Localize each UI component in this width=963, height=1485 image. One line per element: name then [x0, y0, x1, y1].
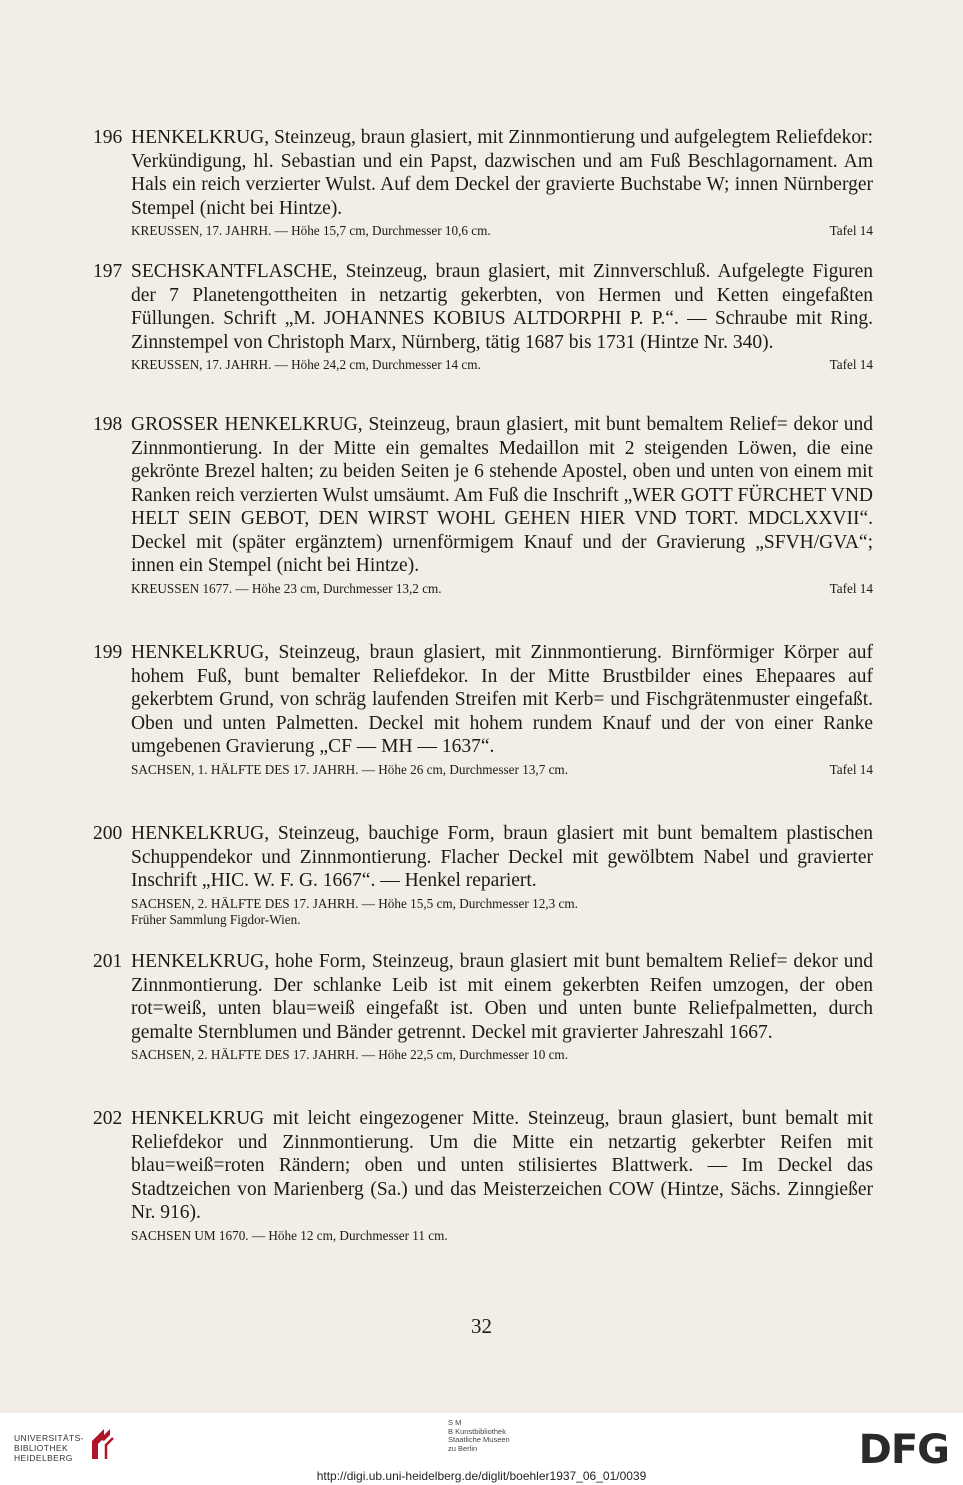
catalog-entry-199 [93, 641, 873, 778]
entry-description: HENKELKRUG, Steinzeug, braun glasiert, mit Zinnmontierung. Birnförmiger Körper auf hohem Fuß, bunt bemalter Reliefdekor. In der Mitte Brustbilder eines Ehepaares auf gekerbtem Grund, von schräg laufenden Streifen mit Kerb= und Fischgrätenmuster eingefaßt. Oben und unten Palmetten. Deckel mit hohem rundem Knauf und der von einer Ranke umgebenen Gravierung „CF — MH — 1637“. [131, 642, 873, 757]
entry-number: 198 [93, 414, 123, 435]
catalog-entry-197 [93, 260, 873, 373]
dfg-logo[interactable]: DFG [858, 1427, 949, 1473]
entry-number: 200 [93, 823, 123, 844]
catalog-entry-196 [93, 126, 873, 239]
library-name[interactable]: UNIVERSITÄTS- BIBLIOTHEK HEIDELBERG [14, 1433, 84, 1463]
entry-note: Früher Sammlung Figdor-Wien. [131, 911, 301, 927]
entry-meta [131, 580, 873, 597]
entry-number: 196 [93, 127, 123, 148]
entry-provenance: SACHSEN, 2. HÄLFTE DES 17. JAHRH. — Höhe 15,5 cm, Durchmesser 12,3 cm. [131, 895, 578, 911]
entry-description: HENKELKRUG mit leicht eingezogener Mitte. Steinzeug, braun glasiert, bunt bemalt mit Reliefdekor und Zinnmontierung. Um die Mitte ein netzartig gekerbter Reifen mit blau=weiß=roten Rändern; oben und unten stilisiertes Blattwerk. — Im Deckel das Stadtzeichen von Marienberg (Sa.) und das Meisterzeichen COW (Hintze, Sächs. Zinngießer Nr. 916). [131, 1108, 873, 1223]
entry-number: 199 [93, 642, 123, 663]
entry-description: SECHSKANTFLASCHE, Steinzeug, braun glasiert, mit Zinnverschluß. Aufgelegte Figuren der 7 Planetengottheiten in netzartig gekerbten, von Hermen und Ketten eingefaßten Füllungen. Schrift „M. JOHANNES KOBIUS ALTDORPHI P. P.“. — Schraube mit Ring. Zinnstempel von Christoph Marx, Nürnberg, tätig 1687 bis 1731 (Hintze Nr. 340). [131, 261, 873, 353]
page-number: 32 [471, 1314, 492, 1338]
entry-description: HENKELKRUG, Steinzeug, bauchige Form, braun glasiert mit bunt bemaltem plastischen Schuppendekor und Zinnmontierung. Flacher Deckel mit gewölbtem Nabel und gravierter Inschrift „HIC. W. F. G. 1667“. — Henkel repariert. [131, 823, 873, 891]
catalog-entry-200 [93, 822, 873, 928]
entry-plate: Tafel 14 [829, 223, 873, 238]
entry-meta [131, 356, 873, 373]
entry-plate: Tafel 14 [829, 580, 873, 596]
entry-meta [131, 222, 873, 239]
entry-provenance: KREUSSEN, 17. JAHRH. — Höhe 15,7 cm, Durchmesser 10,6 cm. [131, 223, 491, 238]
entry-provenance: KREUSSEN 1677. — Höhe 23 cm, Durchmesser 13,2 cm. [131, 580, 442, 596]
entry-meta [131, 761, 873, 778]
entry-provenance: KREUSSEN, 17. JAHRH. — Höhe 24,2 cm, Durchmesser 14 cm. [131, 357, 481, 372]
entry-plate: Tafel 14 [829, 761, 873, 777]
entry-meta [131, 895, 873, 912]
entry-provenance: SACHSEN, 2. HÄLFTE DES 17. JAHRH. — Höhe 22,5 cm, Durchmesser 10 cm. [131, 1047, 568, 1062]
entry-number: 197 [93, 261, 123, 282]
source-url-link[interactable]: http://digi.ub.uni-heidelberg.de/diglit/boehler1937_06_01/0039 [316, 1469, 647, 1483]
entry-provenance: SACHSEN UM 1670. — Höhe 12 cm, Durchmesser 11 cm. [131, 1227, 448, 1243]
catalog-entry-198 [93, 413, 873, 597]
museum-label[interactable]: S M B Kunstbibliothek Staatliche Museen zu Berlin [448, 1418, 510, 1453]
viewer-footer [0, 1413, 963, 1485]
entry-meta [131, 1227, 873, 1244]
entry-description: GROSSER HENKELKRUG, Steinzeug, braun glasiert, mit bunt bemaltem Relief= dekor und Zinnmontierung. In der Mitte ein gemaltes Medaillon mit 2 steigenden Löwen, die eine gekrönte Brezel halten; zu beiden Seiten je 6 stehende Apostel, oben und unten von einem mit Ranken reich verzierten Wulst umsäumt. Am Fuß die Inschrift „WER GOTT FÜRCHET VND HELT SEIN GEBOT, DEN WIRST WOHL GEHEN HIER VND TORT. MDCLXXVII“. Deckel mit (später ergänztem) urnenförmigem Knauf und der Gravierung „SFVH/GVA“; innen ein Stempel (nicht bei Hintze). [131, 414, 873, 576]
catalog-entry-202 [93, 1107, 873, 1244]
entry-description: HENKELKRUG, Steinzeug, braun glasiert, mit Zinnmontierung und aufgelegtem Reliefdekor: Verkündigung, hl. Sebastian und ein Papst, dazwischen und am Fuß Beschlagornament. Am Hals ein reich verzierter Wulst. Auf dem Deckel der gravierte Buchstabe W; innen Nürnberger Stempel (nicht bei Hintze). [131, 127, 873, 219]
entry-number: 201 [93, 951, 123, 972]
entry-meta [131, 1046, 873, 1063]
catalog-entry-201 [93, 950, 873, 1063]
entry-plate: Tafel 14 [829, 357, 873, 372]
entry-description: HENKELKRUG, hohe Form, Steinzeug, braun glasiert mit bunt bemaltem Relief= dekor und Zinnmontierung. Der schlanke Leib ist mit einem gekerbten Reifen umzogen, der oben rot=weiß, unten blau=weiß eingefaßt ist. Oben und unten bunte Reliefpalmetten, durch gemalte Sternblumen und Bänder getrennt. Deckel mit gravierter Jahreszahl 1667. [131, 951, 873, 1043]
entry-number: 202 [93, 1108, 123, 1129]
entry-provenance: SACHSEN, 1. HÄLFTE DES 17. JAHRH. — Höhe 26 cm, Durchmesser 13,7 cm. [131, 761, 568, 777]
library-logo-icon[interactable] [86, 1427, 116, 1461]
